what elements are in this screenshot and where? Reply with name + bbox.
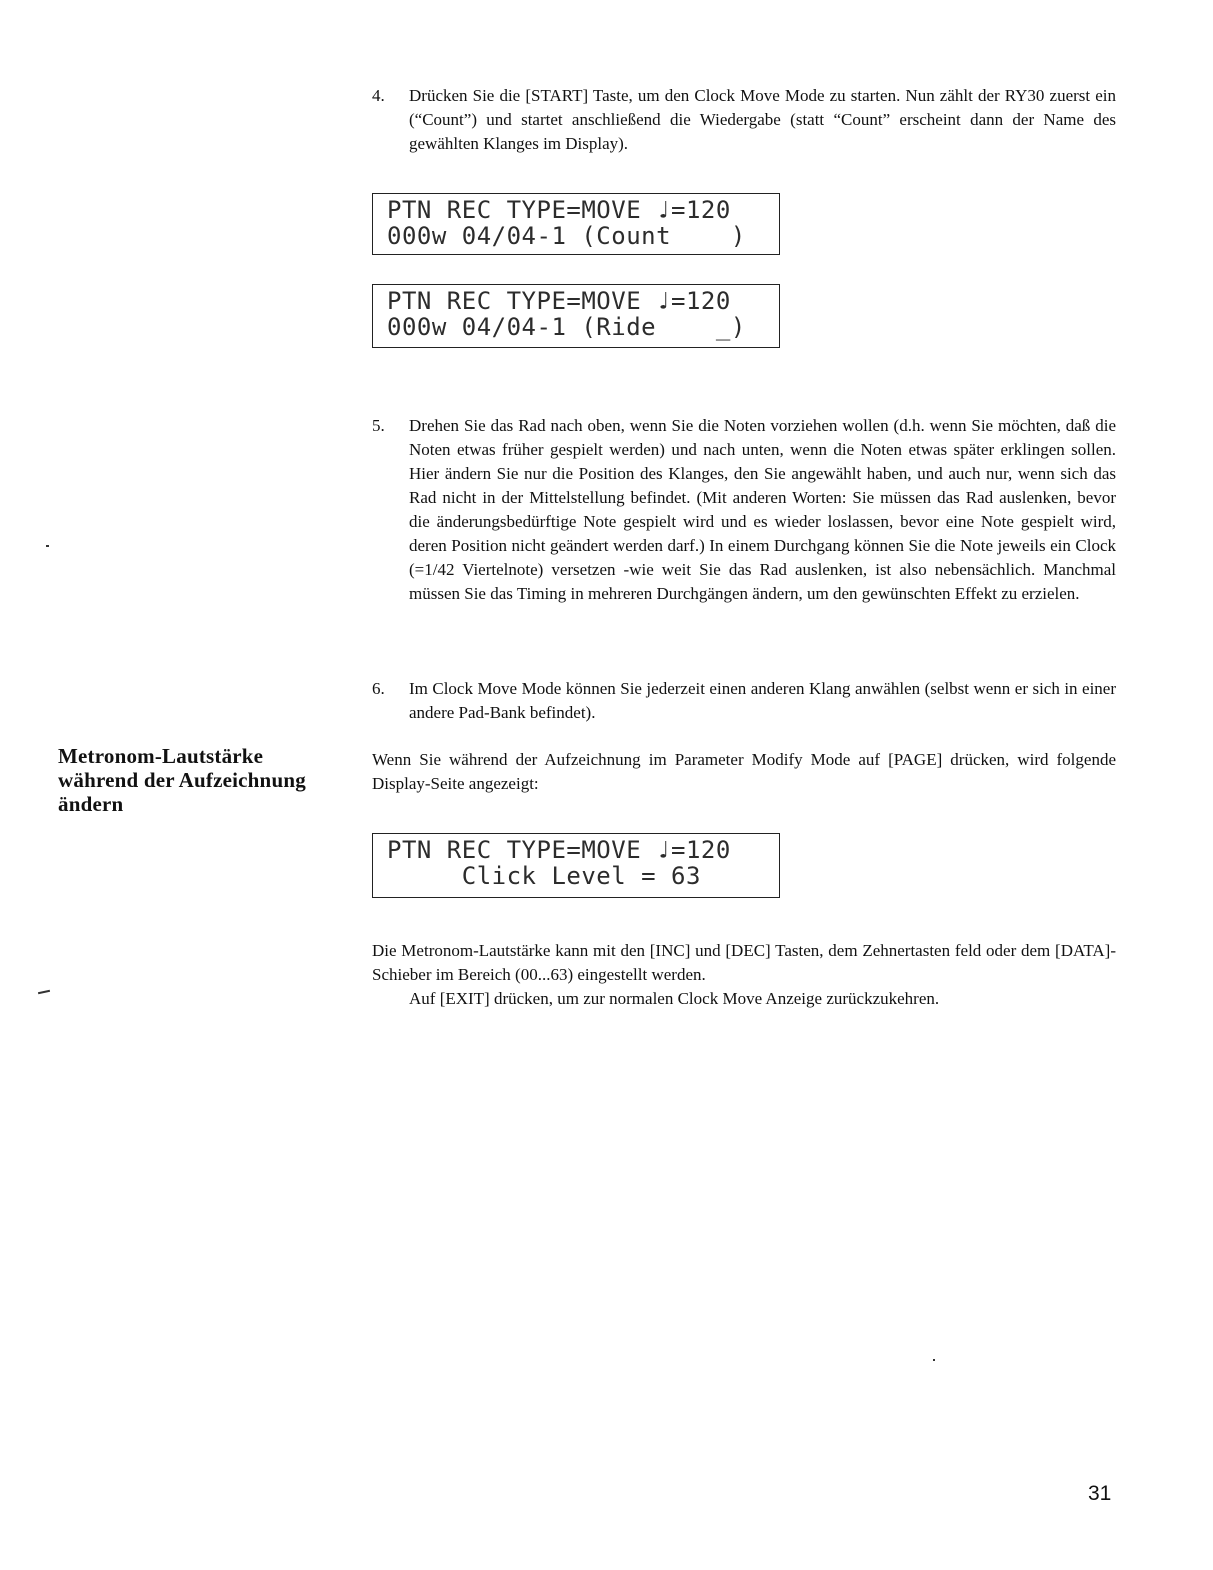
lcd-display-count [372, 193, 780, 255]
section-heading: Metronom-Lautstärke während der Aufzeichnung ändern [58, 744, 306, 816]
step-6 [372, 677, 1116, 725]
section-closing-indent: Auf [EXIT] drücken, um zur normalen Clock Move Anzeige zurückzukehren. [409, 989, 940, 1008]
step-4-text: Drücken Sie die [START] Taste, um den Clock Move Mode zu starten. Nun zählt der RY30 zuerst ein (“Count”) und startet anschließend die Wiedergabe (statt “Count” erscheint dann der Name des gewählten Klanges im Display). [409, 86, 1116, 153]
lcd-line-1: PTN REC TYPE=MOVE ♩=120 [387, 196, 731, 224]
lcd-line-1: PTN REC TYPE=MOVE ♩=120 [387, 287, 731, 315]
lcd-line-2: Click Level = 63 [387, 862, 701, 890]
step-5 [372, 414, 1116, 606]
scan-speck [38, 990, 50, 994]
step-4 [372, 84, 1116, 156]
section-closing: Die Metronom-Lautstärke kann mit den [INC] und [DEC] Tasten, dem Zehnertasten feld oder dem [DATA]-Schieber im Bereich (00...63) eingestellt werden. [372, 941, 1116, 984]
step-5-number: 5. [372, 416, 385, 435]
step-6-text: Im Clock Move Mode können Sie jederzeit einen anderen Klang anwählen (selbst wenn er sich in einer andere Pad-Bank befindet). [409, 679, 1116, 722]
lcd-line-2: 000w 04/04-1 (Count ) [387, 222, 746, 250]
scan-speck [46, 545, 49, 547]
lcd-display-ride [372, 284, 780, 348]
page-number: 31 [1088, 1482, 1112, 1505]
section-intro: Wenn Sie während der Aufzeichnung im Parameter Modify Mode auf [PAGE] drücken, wird folgende Display-Seite angezeigt: [372, 750, 1116, 793]
step-6-number: 6. [372, 679, 385, 698]
scan-speck [933, 1359, 935, 1361]
lcd-display-click-level [372, 833, 780, 898]
step-4-number: 4. [372, 86, 385, 105]
lcd-line-1: PTN REC TYPE=MOVE ♩=120 [387, 836, 731, 864]
step-5-text: Drehen Sie das Rad nach oben, wenn Sie die Noten vorziehen wollen (d.h. wenn Sie möchten, daß die Noten etwas früher gespielt werden) und nach unten, wenn die Noten etwas später erklingen sollen. Hier ändern Sie nur die Position des Klanges, den Sie angewählt haben, und auch nur, wenn sich das Rad nicht in der Mittelstellung befindet. (Mit anderen Worten: Sie müssen das Rad auslenken, bevor die änderungsbedürftige Note gespielt wird und es wieder loslassen, bevor eine Note gespielt wird, deren Position nicht geändert werden darf.) In einem Durchgang können Sie die Note jeweils ein Clock (=1/42 Viertelnote) versetzen -wie weit Sie das Rad auslenken, ist also nebensächlich. Manchmal müssen Sie das Timing in mehreren Durchgängen ändern, um den gewünschten Effekt zu erzielen. [409, 416, 1116, 603]
lcd-line-2: 000w 04/04-1 (Ride _) [387, 313, 746, 341]
